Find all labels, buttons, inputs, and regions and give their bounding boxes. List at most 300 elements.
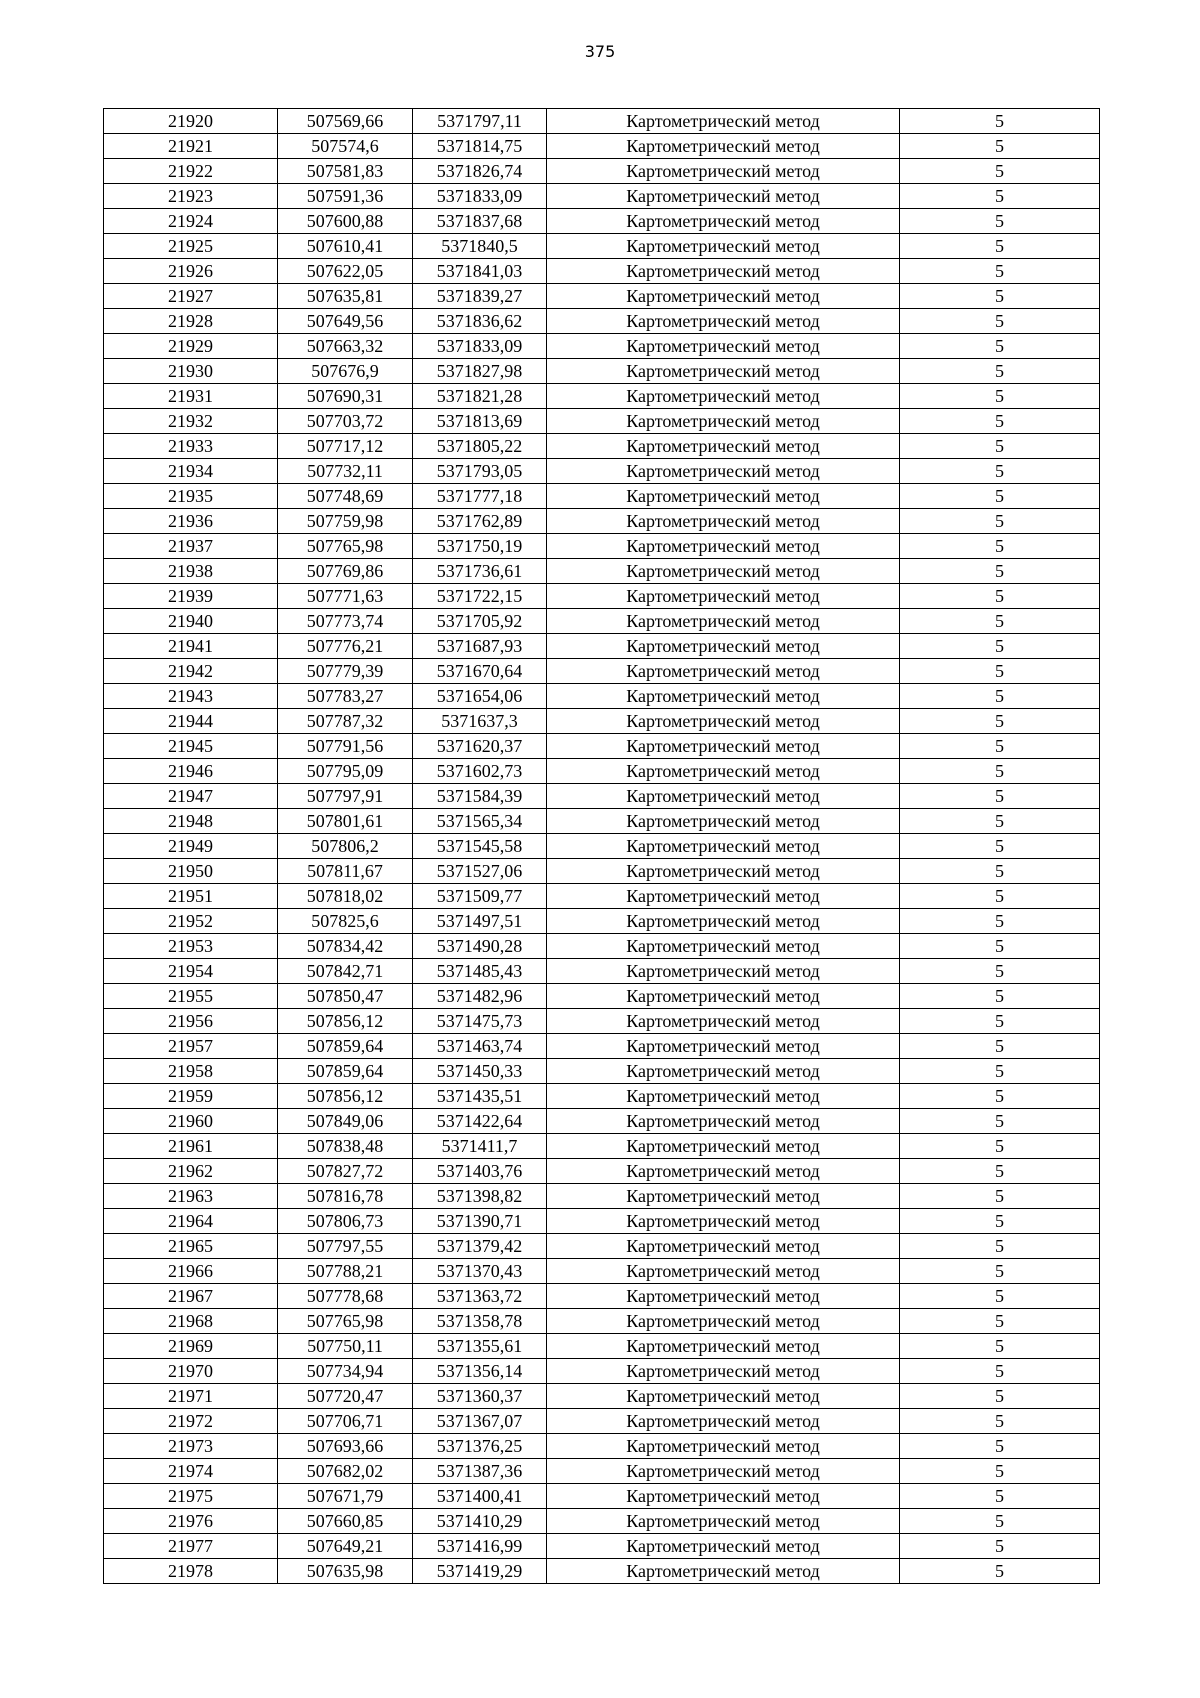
- x-coordinate-cell: 507663,32: [278, 334, 413, 359]
- x-coordinate-cell: 507850,47: [278, 984, 413, 1009]
- point-number-cell: 21961: [104, 1134, 278, 1159]
- x-coordinate-cell: 507806,73: [278, 1209, 413, 1234]
- table-row: [104, 309, 1100, 334]
- y-coordinate-cell: 5371450,33: [413, 1059, 547, 1084]
- y-coordinate-cell: 5371840,5: [413, 234, 547, 259]
- point-number-cell: 21947: [104, 784, 278, 809]
- x-coordinate-cell: 507622,05: [278, 259, 413, 284]
- y-coordinate-cell: 5371584,39: [413, 784, 547, 809]
- table-row: [104, 1559, 1100, 1584]
- x-coordinate-cell: 507801,61: [278, 809, 413, 834]
- point-number-cell: 21969: [104, 1334, 278, 1359]
- accuracy-cell: 5: [900, 409, 1100, 434]
- method-cell: Картометрический метод: [547, 459, 900, 484]
- method-cell: Картометрический метод: [547, 384, 900, 409]
- method-cell: Картометрический метод: [547, 659, 900, 684]
- table-row: [104, 984, 1100, 1009]
- table-row: [104, 834, 1100, 859]
- x-coordinate-cell: 507748,69: [278, 484, 413, 509]
- method-cell: Картометрический метод: [547, 284, 900, 309]
- method-cell: Картометрический метод: [547, 634, 900, 659]
- table-row: [104, 584, 1100, 609]
- method-cell: Картометрический метод: [547, 834, 900, 859]
- accuracy-cell: 5: [900, 1384, 1100, 1409]
- method-cell: Картометрический метод: [547, 159, 900, 184]
- point-number-cell: 21925: [104, 234, 278, 259]
- x-coordinate-cell: 507676,9: [278, 359, 413, 384]
- y-coordinate-cell: 5371370,43: [413, 1259, 547, 1284]
- x-coordinate-cell: 507635,98: [278, 1559, 413, 1584]
- method-cell: Картометрический метод: [547, 334, 900, 359]
- y-coordinate-cell: 5371355,61: [413, 1334, 547, 1359]
- point-number-cell: 21930: [104, 359, 278, 384]
- point-number-cell: 21970: [104, 1359, 278, 1384]
- table-row: [104, 109, 1100, 134]
- method-cell: Картометрический метод: [547, 1534, 900, 1559]
- method-cell: Картометрический метод: [547, 759, 900, 784]
- x-coordinate-cell: 507776,21: [278, 634, 413, 659]
- accuracy-cell: 5: [900, 284, 1100, 309]
- y-coordinate-cell: 5371410,29: [413, 1509, 547, 1534]
- y-coordinate-cell: 5371527,06: [413, 859, 547, 884]
- y-coordinate-cell: 5371736,61: [413, 559, 547, 584]
- method-cell: Картометрический метод: [547, 1559, 900, 1584]
- accuracy-cell: 5: [900, 1359, 1100, 1384]
- accuracy-cell: 5: [900, 359, 1100, 384]
- y-coordinate-cell: 5371841,03: [413, 259, 547, 284]
- method-cell: Картометрический метод: [547, 1334, 900, 1359]
- method-cell: Картометрический метод: [547, 1509, 900, 1534]
- accuracy-cell: 5: [900, 1234, 1100, 1259]
- point-number-cell: 21920: [104, 109, 278, 134]
- x-coordinate-cell: 507816,78: [278, 1184, 413, 1209]
- x-coordinate-cell: 507773,74: [278, 609, 413, 634]
- point-number-cell: 21959: [104, 1084, 278, 1109]
- accuracy-cell: 5: [900, 959, 1100, 984]
- table-row: [104, 1159, 1100, 1184]
- y-coordinate-cell: 5371837,68: [413, 209, 547, 234]
- y-coordinate-cell: 5371722,15: [413, 584, 547, 609]
- table-row: [104, 1059, 1100, 1084]
- table-row: [104, 209, 1100, 234]
- point-number-cell: 21957: [104, 1034, 278, 1059]
- table-row: [104, 509, 1100, 534]
- accuracy-cell: 5: [900, 609, 1100, 634]
- x-coordinate-cell: 507838,48: [278, 1134, 413, 1159]
- x-coordinate-cell: 507581,83: [278, 159, 413, 184]
- x-coordinate-cell: 507759,98: [278, 509, 413, 534]
- accuracy-cell: 5: [900, 709, 1100, 734]
- point-number-cell: 21924: [104, 209, 278, 234]
- y-coordinate-cell: 5371602,73: [413, 759, 547, 784]
- x-coordinate-cell: 507690,31: [278, 384, 413, 409]
- point-number-cell: 21938: [104, 559, 278, 584]
- accuracy-cell: 5: [900, 1409, 1100, 1434]
- point-number-cell: 21958: [104, 1059, 278, 1084]
- accuracy-cell: 5: [900, 484, 1100, 509]
- method-cell: Картометрический метод: [547, 584, 900, 609]
- table-row: [104, 784, 1100, 809]
- y-coordinate-cell: 5371833,09: [413, 184, 547, 209]
- y-coordinate-cell: 5371545,58: [413, 834, 547, 859]
- table-row: [104, 234, 1100, 259]
- method-cell: Картометрический метод: [547, 684, 900, 709]
- point-number-cell: 21941: [104, 634, 278, 659]
- y-coordinate-cell: 5371367,07: [413, 1409, 547, 1434]
- table-row: [104, 1334, 1100, 1359]
- table-row: [104, 1484, 1100, 1509]
- point-number-cell: 21935: [104, 484, 278, 509]
- table-row: [104, 1009, 1100, 1034]
- method-cell: Картометрический метод: [547, 409, 900, 434]
- point-number-cell: 21933: [104, 434, 278, 459]
- x-coordinate-cell: 507765,98: [278, 534, 413, 559]
- point-number-cell: 21968: [104, 1309, 278, 1334]
- accuracy-cell: 5: [900, 884, 1100, 909]
- accuracy-cell: 5: [900, 334, 1100, 359]
- method-cell: Картометрический метод: [547, 1484, 900, 1509]
- point-number-cell: 21973: [104, 1434, 278, 1459]
- y-coordinate-cell: 5371360,37: [413, 1384, 547, 1409]
- point-number-cell: 21942: [104, 659, 278, 684]
- method-cell: Картометрический метод: [547, 359, 900, 384]
- accuracy-cell: 5: [900, 1259, 1100, 1284]
- accuracy-cell: 5: [900, 1209, 1100, 1234]
- point-number-cell: 21937: [104, 534, 278, 559]
- table-row: [104, 709, 1100, 734]
- table-row: [104, 734, 1100, 759]
- point-number-cell: 21940: [104, 609, 278, 634]
- y-coordinate-cell: 5371833,09: [413, 334, 547, 359]
- table-row: [104, 1134, 1100, 1159]
- table-row: [104, 1309, 1100, 1334]
- method-cell: Картометрический метод: [547, 509, 900, 534]
- y-coordinate-cell: 5371654,06: [413, 684, 547, 709]
- x-coordinate-cell: 507769,86: [278, 559, 413, 584]
- coordinates-table-body: [104, 109, 1100, 1584]
- y-coordinate-cell: 5371387,36: [413, 1459, 547, 1484]
- method-cell: Картометрический метод: [547, 1309, 900, 1334]
- table-row: [104, 534, 1100, 559]
- method-cell: Картометрический метод: [547, 1284, 900, 1309]
- table-row: [104, 909, 1100, 934]
- y-coordinate-cell: 5371416,99: [413, 1534, 547, 1559]
- method-cell: Картометрический метод: [547, 1159, 900, 1184]
- x-coordinate-cell: 507732,11: [278, 459, 413, 484]
- accuracy-cell: 5: [900, 784, 1100, 809]
- point-number-cell: 21923: [104, 184, 278, 209]
- table-row: [104, 384, 1100, 409]
- method-cell: Картометрический метод: [547, 934, 900, 959]
- accuracy-cell: 5: [900, 909, 1100, 934]
- table-row: [104, 659, 1100, 684]
- method-cell: Картометрический метод: [547, 234, 900, 259]
- table-row: [104, 1184, 1100, 1209]
- point-number-cell: 21956: [104, 1009, 278, 1034]
- y-coordinate-cell: 5371376,25: [413, 1434, 547, 1459]
- y-coordinate-cell: 5371482,96: [413, 984, 547, 1009]
- y-coordinate-cell: 5371793,05: [413, 459, 547, 484]
- point-number-cell: 21948: [104, 809, 278, 834]
- y-coordinate-cell: 5371805,22: [413, 434, 547, 459]
- y-coordinate-cell: 5371687,93: [413, 634, 547, 659]
- point-number-cell: 21950: [104, 859, 278, 884]
- x-coordinate-cell: 507842,71: [278, 959, 413, 984]
- table-row: [104, 634, 1100, 659]
- accuracy-cell: 5: [900, 1134, 1100, 1159]
- table-row: [104, 359, 1100, 384]
- y-coordinate-cell: 5371390,71: [413, 1209, 547, 1234]
- method-cell: Картометрический метод: [547, 1209, 900, 1234]
- x-coordinate-cell: 507787,32: [278, 709, 413, 734]
- method-cell: Картометрический метод: [547, 1059, 900, 1084]
- method-cell: Картометрический метод: [547, 1134, 900, 1159]
- table-row: [104, 1534, 1100, 1559]
- accuracy-cell: 5: [900, 509, 1100, 534]
- table-row: [104, 1284, 1100, 1309]
- x-coordinate-cell: 507610,41: [278, 234, 413, 259]
- x-coordinate-cell: 507734,94: [278, 1359, 413, 1384]
- x-coordinate-cell: 507791,56: [278, 734, 413, 759]
- accuracy-cell: 5: [900, 159, 1100, 184]
- method-cell: Картометрический метод: [547, 609, 900, 634]
- method-cell: Картометрический метод: [547, 984, 900, 1009]
- method-cell: Картометрический метод: [547, 734, 900, 759]
- method-cell: Картометрический метод: [547, 259, 900, 284]
- method-cell: Картометрический метод: [547, 1034, 900, 1059]
- point-number-cell: 21972: [104, 1409, 278, 1434]
- point-number-cell: 21974: [104, 1459, 278, 1484]
- method-cell: Картометрический метод: [547, 559, 900, 584]
- table-row: [104, 284, 1100, 309]
- method-cell: Картометрический метод: [547, 1009, 900, 1034]
- accuracy-cell: 5: [900, 1334, 1100, 1359]
- y-coordinate-cell: 5371475,73: [413, 1009, 547, 1034]
- point-number-cell: 21954: [104, 959, 278, 984]
- point-number-cell: 21978: [104, 1559, 278, 1584]
- table-row: [104, 859, 1100, 884]
- table-row: [104, 884, 1100, 909]
- table-row: [104, 1109, 1100, 1134]
- x-coordinate-cell: 507574,6: [278, 134, 413, 159]
- accuracy-cell: 5: [900, 1159, 1100, 1184]
- y-coordinate-cell: 5371419,29: [413, 1559, 547, 1584]
- point-number-cell: 21975: [104, 1484, 278, 1509]
- method-cell: Картометрический метод: [547, 184, 900, 209]
- x-coordinate-cell: 507849,06: [278, 1109, 413, 1134]
- y-coordinate-cell: 5371509,77: [413, 884, 547, 909]
- table-row: [104, 1434, 1100, 1459]
- accuracy-cell: 5: [900, 1284, 1100, 1309]
- y-coordinate-cell: 5371637,3: [413, 709, 547, 734]
- coordinates-table: [103, 108, 1100, 1584]
- accuracy-cell: 5: [900, 584, 1100, 609]
- method-cell: Картометрический метод: [547, 709, 900, 734]
- x-coordinate-cell: 507795,09: [278, 759, 413, 784]
- point-number-cell: 21929: [104, 334, 278, 359]
- x-coordinate-cell: 507779,39: [278, 659, 413, 684]
- y-coordinate-cell: 5371813,69: [413, 409, 547, 434]
- method-cell: Картометрический метод: [547, 1109, 900, 1134]
- accuracy-cell: 5: [900, 734, 1100, 759]
- method-cell: Картометрический метод: [547, 484, 900, 509]
- point-number-cell: 21976: [104, 1509, 278, 1534]
- accuracy-cell: 5: [900, 534, 1100, 559]
- table-row: [104, 1209, 1100, 1234]
- accuracy-cell: 5: [900, 984, 1100, 1009]
- accuracy-cell: 5: [900, 859, 1100, 884]
- accuracy-cell: 5: [900, 1184, 1100, 1209]
- y-coordinate-cell: 5371705,92: [413, 609, 547, 634]
- point-number-cell: 21932: [104, 409, 278, 434]
- accuracy-cell: 5: [900, 234, 1100, 259]
- y-coordinate-cell: 5371836,62: [413, 309, 547, 334]
- point-number-cell: 21943: [104, 684, 278, 709]
- method-cell: Картометрический метод: [547, 209, 900, 234]
- method-cell: Картометрический метод: [547, 1459, 900, 1484]
- x-coordinate-cell: 507600,88: [278, 209, 413, 234]
- x-coordinate-cell: 507765,98: [278, 1309, 413, 1334]
- method-cell: Картометрический метод: [547, 1259, 900, 1284]
- x-coordinate-cell: 507834,42: [278, 934, 413, 959]
- y-coordinate-cell: 5371826,74: [413, 159, 547, 184]
- point-number-cell: 21927: [104, 284, 278, 309]
- method-cell: Картометрический метод: [547, 959, 900, 984]
- y-coordinate-cell: 5371750,19: [413, 534, 547, 559]
- point-number-cell: 21966: [104, 1259, 278, 1284]
- table-row: [104, 1409, 1100, 1434]
- accuracy-cell: 5: [900, 309, 1100, 334]
- point-number-cell: 21964: [104, 1209, 278, 1234]
- x-coordinate-cell: 507682,02: [278, 1459, 413, 1484]
- x-coordinate-cell: 507720,47: [278, 1384, 413, 1409]
- y-coordinate-cell: 5371422,64: [413, 1109, 547, 1134]
- table-row: [104, 759, 1100, 784]
- y-coordinate-cell: 5371356,14: [413, 1359, 547, 1384]
- y-coordinate-cell: 5371485,43: [413, 959, 547, 984]
- method-cell: Картометрический метод: [547, 1184, 900, 1209]
- point-number-cell: 21944: [104, 709, 278, 734]
- x-coordinate-cell: 507797,55: [278, 1234, 413, 1259]
- y-coordinate-cell: 5371403,76: [413, 1159, 547, 1184]
- method-cell: Картометрический метод: [547, 434, 900, 459]
- point-number-cell: 21926: [104, 259, 278, 284]
- x-coordinate-cell: 507569,66: [278, 109, 413, 134]
- method-cell: Картометрический метод: [547, 1359, 900, 1384]
- accuracy-cell: 5: [900, 1534, 1100, 1559]
- y-coordinate-cell: 5371797,11: [413, 109, 547, 134]
- x-coordinate-cell: 507591,36: [278, 184, 413, 209]
- point-number-cell: 21960: [104, 1109, 278, 1134]
- point-number-cell: 21967: [104, 1284, 278, 1309]
- table-row: [104, 684, 1100, 709]
- x-coordinate-cell: 507693,66: [278, 1434, 413, 1459]
- y-coordinate-cell: 5371670,64: [413, 659, 547, 684]
- y-coordinate-cell: 5371490,28: [413, 934, 547, 959]
- point-number-cell: 21955: [104, 984, 278, 1009]
- point-number-cell: 21946: [104, 759, 278, 784]
- x-coordinate-cell: 507811,67: [278, 859, 413, 884]
- point-number-cell: 21949: [104, 834, 278, 859]
- method-cell: Картометрический метод: [547, 134, 900, 159]
- table-row: [104, 1034, 1100, 1059]
- x-coordinate-cell: 507859,64: [278, 1059, 413, 1084]
- accuracy-cell: 5: [900, 209, 1100, 234]
- point-number-cell: 21963: [104, 1184, 278, 1209]
- table-row: [104, 559, 1100, 584]
- accuracy-cell: 5: [900, 559, 1100, 584]
- x-coordinate-cell: 507635,81: [278, 284, 413, 309]
- y-coordinate-cell: 5371363,72: [413, 1284, 547, 1309]
- x-coordinate-cell: 507778,68: [278, 1284, 413, 1309]
- table-row: [104, 134, 1100, 159]
- y-coordinate-cell: 5371435,51: [413, 1084, 547, 1109]
- y-coordinate-cell: 5371358,78: [413, 1309, 547, 1334]
- method-cell: Картометрический метод: [547, 1409, 900, 1434]
- accuracy-cell: 5: [900, 834, 1100, 859]
- table-row: [104, 259, 1100, 284]
- y-coordinate-cell: 5371762,89: [413, 509, 547, 534]
- method-cell: Картометрический метод: [547, 859, 900, 884]
- method-cell: Картометрический метод: [547, 109, 900, 134]
- accuracy-cell: 5: [900, 134, 1100, 159]
- x-coordinate-cell: 507859,64: [278, 1034, 413, 1059]
- y-coordinate-cell: 5371620,37: [413, 734, 547, 759]
- table-row: [104, 609, 1100, 634]
- page-number: 375: [584, 42, 616, 61]
- point-number-cell: 21945: [104, 734, 278, 759]
- accuracy-cell: 5: [900, 1434, 1100, 1459]
- point-number-cell: 21971: [104, 1384, 278, 1409]
- table-row: [104, 409, 1100, 434]
- point-number-cell: 21965: [104, 1234, 278, 1259]
- accuracy-cell: 5: [900, 184, 1100, 209]
- y-coordinate-cell: 5371839,27: [413, 284, 547, 309]
- y-coordinate-cell: 5371777,18: [413, 484, 547, 509]
- x-coordinate-cell: 507856,12: [278, 1084, 413, 1109]
- accuracy-cell: 5: [900, 1034, 1100, 1059]
- method-cell: Картометрический метод: [547, 809, 900, 834]
- x-coordinate-cell: 507649,21: [278, 1534, 413, 1559]
- accuracy-cell: 5: [900, 1084, 1100, 1109]
- table-row: [104, 959, 1100, 984]
- accuracy-cell: 5: [900, 1009, 1100, 1034]
- table-row: [104, 1509, 1100, 1534]
- accuracy-cell: 5: [900, 1484, 1100, 1509]
- y-coordinate-cell: 5371565,34: [413, 809, 547, 834]
- method-cell: Картометрический метод: [547, 909, 900, 934]
- table-row: [104, 1359, 1100, 1384]
- table-row: [104, 1384, 1100, 1409]
- x-coordinate-cell: 507750,11: [278, 1334, 413, 1359]
- point-number-cell: 21977: [104, 1534, 278, 1559]
- accuracy-cell: 5: [900, 759, 1100, 784]
- table-row: [104, 184, 1100, 209]
- y-coordinate-cell: 5371411,7: [413, 1134, 547, 1159]
- accuracy-cell: 5: [900, 259, 1100, 284]
- y-coordinate-cell: 5371379,42: [413, 1234, 547, 1259]
- x-coordinate-cell: 507649,56: [278, 309, 413, 334]
- table-row: [104, 934, 1100, 959]
- accuracy-cell: 5: [900, 934, 1100, 959]
- accuracy-cell: 5: [900, 809, 1100, 834]
- table-row: [104, 434, 1100, 459]
- accuracy-cell: 5: [900, 384, 1100, 409]
- point-number-cell: 21953: [104, 934, 278, 959]
- y-coordinate-cell: 5371463,74: [413, 1034, 547, 1059]
- y-coordinate-cell: 5371497,51: [413, 909, 547, 934]
- accuracy-cell: 5: [900, 1459, 1100, 1484]
